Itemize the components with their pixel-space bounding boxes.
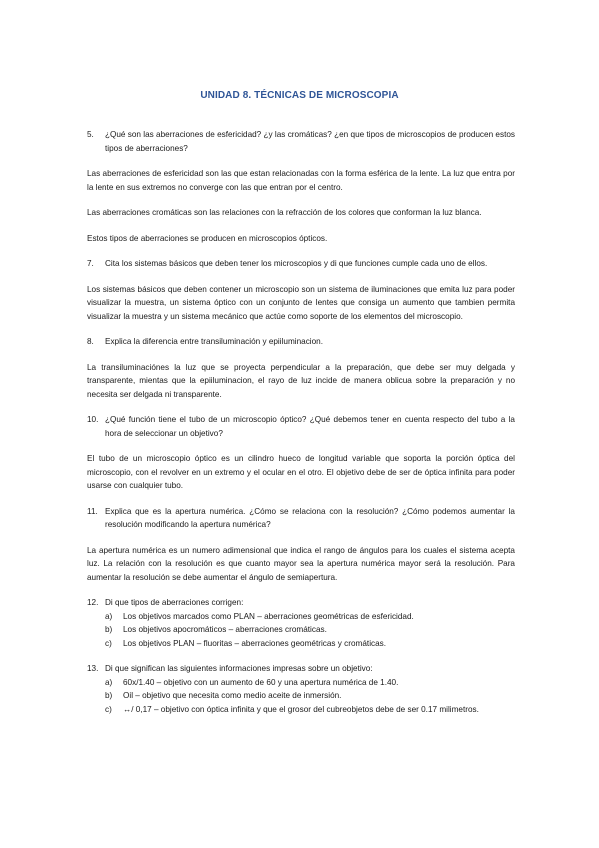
list-item-text: ↔/ 0,17 – objetivo con óptica infinita y que el grosor del cubreobjetos debe de ser 0.17 milimetros.	[123, 704, 479, 714]
question-item	[87, 662, 515, 676]
list-marker: c)	[105, 638, 112, 648]
question-number: 12.	[87, 598, 99, 607]
answer-paragraph: El tubo de un microscopio óptico es un cilindro hueco de longitud variable que soporta la porción óptica del microscopio, con el revolver en un extremo y el ocular en el otro. El objetivo debe de ser de óptica infinita para poder usarse con cualquier tubo.	[87, 454, 515, 490]
list-item-text: Los objetivos apocromáticos – aberraciones cromáticas.	[123, 625, 327, 634]
question-number: 8.	[87, 337, 94, 346]
question-number: 11.	[87, 506, 98, 516]
question-text: Explica la diferencia entre transiluminación y epiiluminacion.	[105, 337, 323, 346]
question-text: Cita los sistemas básicos que deben tener los microscopios y di que funciones cumple cada uno de ellos.	[105, 259, 488, 268]
answer-paragraph: Las aberraciones cromáticas son las relaciones con la refracción de los colores que conforman la luz blanca.	[87, 208, 482, 217]
question-item	[87, 413, 515, 440]
document-body	[87, 128, 515, 728]
question-text: Di que tipos de aberraciones corrigen:	[105, 598, 244, 607]
question-number: 5.	[87, 130, 94, 139]
list-item-text: Los objetivos marcados como PLAN – aberraciones geométricas de esfericidad.	[123, 611, 414, 621]
question-item	[87, 505, 515, 532]
question-number: 7.	[87, 259, 94, 268]
list-item-text: Los objetivos PLAN – fluoritas – aberraciones geométricas y cromáticas.	[123, 638, 387, 648]
question-text: ¿Qué función tiene el tubo de un microscopio óptico? ¿Qué debemos tener en cuenta respecto del tubo a la hora de seleccionar un objetivo?	[105, 415, 515, 438]
answer-list-item	[87, 623, 515, 637]
answer-paragraph: Las aberraciones de esfericidad son las que estan relacionadas con la forma esférica de la lente. La luz que entra por la lente en sus extremos no converge con las que entran por el centro.	[87, 169, 515, 192]
question-number: 10.	[87, 415, 99, 424]
question-item	[87, 335, 515, 349]
question-item	[87, 596, 515, 610]
answer-list-item	[87, 610, 515, 624]
question-text: Di que significan las siguientes informaciones impresas sobre un objetivo:	[105, 664, 373, 673]
question-text: ¿Qué son las aberraciones de esfericidad? ¿y las cromáticas? ¿en que tipos de microscopios de producen estos tipos de aberraciones?	[105, 130, 515, 153]
answer-paragraph: Estos tipos de aberraciones se producen en microscopios ópticos.	[87, 233, 328, 243]
answer-paragraph: Los sistemas básicos que deben contener un microscopio son un sistema de iluminaciones que emita luz para poder visualizar la muestra, un sistema óptico con un conjunto de lentes que consiga un aumento que tambien permita visualizar la muestra y un sistema mecánico que actúe como soporte de los elementos del microscopio.	[87, 284, 515, 321]
question-item	[87, 257, 515, 271]
list-marker: b)	[105, 625, 113, 634]
question-number: 13.	[87, 664, 99, 673]
answer-paragraph: La apertura numérica es un numero adimensional que indica el rango de ángulos para los cuales el sistema acepta luz. La relación con la resolución es que cuanto mayor sea la apertura numérica mayor será la resolución. Para aumentar la resolución se debe aumentar el ángulo de semiapertura.	[87, 545, 515, 582]
list-marker: c)	[105, 704, 112, 714]
answer-list-item	[87, 703, 515, 717]
list-item-text: Oil – objetivo que necesita como medio aceite de inmersión.	[123, 691, 342, 700]
answer-list	[87, 610, 515, 651]
page-title: UNIDAD 8. TÉCNICAS DE MICROSCOPIA	[200, 90, 399, 101]
answer-list	[87, 676, 515, 717]
answer-list-item	[87, 689, 515, 703]
list-marker: a)	[105, 611, 113, 621]
answer-paragraph: La transiluminaciónes la luz que se proyecta perpendicular a la preparación, que debe ser muy delgada y transparente, mientas que la epiiluminacion, el rayo de luz incide de manera oblicua sobre la preparación y no necesita ser delgada ni transparente.	[87, 362, 515, 399]
question-item	[87, 128, 515, 155]
answer-list-item	[87, 637, 515, 651]
list-marker: b)	[105, 691, 113, 700]
question-text: Explica que es la apertura numérica. ¿Cómo se relaciona con la resolución? ¿Cómo podemos aumentar la resolución modificando la apertura numérica?	[105, 506, 515, 529]
list-item-text: 60x/1.40 – objetivo con un aumento de 60 y una apertura numérica de 1.40.	[123, 677, 399, 687]
answer-list-item	[87, 676, 515, 690]
list-marker: a)	[105, 677, 113, 687]
